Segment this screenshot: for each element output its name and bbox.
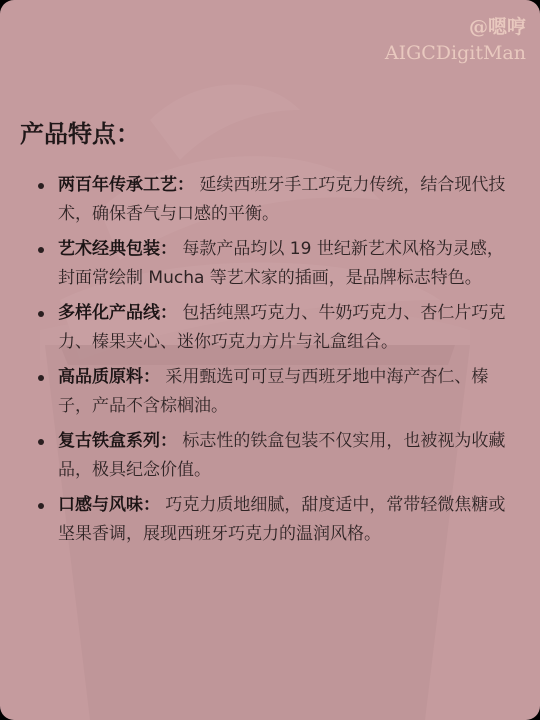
bullet-icon [38,375,44,381]
feature-desc: 包括纯黑巧克力、牛奶巧克力、杏仁片巧克力、榛果夹心、迷你巧克力方片与礼盒组合。 [58,303,506,352]
page-title: 产品特点： [20,120,140,148]
feature-item-product-line [38,299,512,357]
watermark-name: AIGCDigitMan [384,42,526,64]
bullet-icon [38,311,44,317]
feature-item-craft [38,171,512,229]
feature-title: 高品质原料： [58,367,160,387]
feature-desc: 巧克力质地细腻，甜度适中，常带轻微焦糖或坚果香调，展现西班牙巧克力的温润风格。 [58,495,506,544]
feature-desc: 标志性的铁盒包装不仅实用，也被视为收藏品，极具纪念价值。 [58,431,506,480]
feature-item-flavor [38,491,512,549]
feature-desc: 采用甄选可可豆与西班牙地中海产杏仁、榛子，产品不含棕榈油。 [58,367,489,416]
feature-title: 复古铁盒系列： [58,431,177,451]
feature-desc: 延续西班牙手工巧克力传统，结合现代技术，确保香气与口感的平衡。 [58,175,506,224]
bullet-icon [38,503,44,509]
watermark-handle: @嗯哼 [468,16,526,38]
feature-title: 多样化产品线： [58,303,177,323]
feature-desc: 每款产品均以 19 世纪新艺术风格为灵感，封面常绘制 Mucha 等艺术家的插画，是品牌标志特色。 [58,239,504,288]
feature-list [38,171,512,555]
bullet-icon [38,183,44,189]
feature-title: 艺术经典包装： [58,239,177,259]
watermark [385,14,526,66]
feature-item-packaging [38,235,512,293]
feature-item-tin-series [38,427,512,485]
feature-item-ingredients [38,363,512,421]
bullet-icon [38,439,44,445]
bullet-icon [38,247,44,253]
feature-title: 两百年传承工艺： [58,175,194,195]
feature-title: 口感与风味： [58,495,160,515]
